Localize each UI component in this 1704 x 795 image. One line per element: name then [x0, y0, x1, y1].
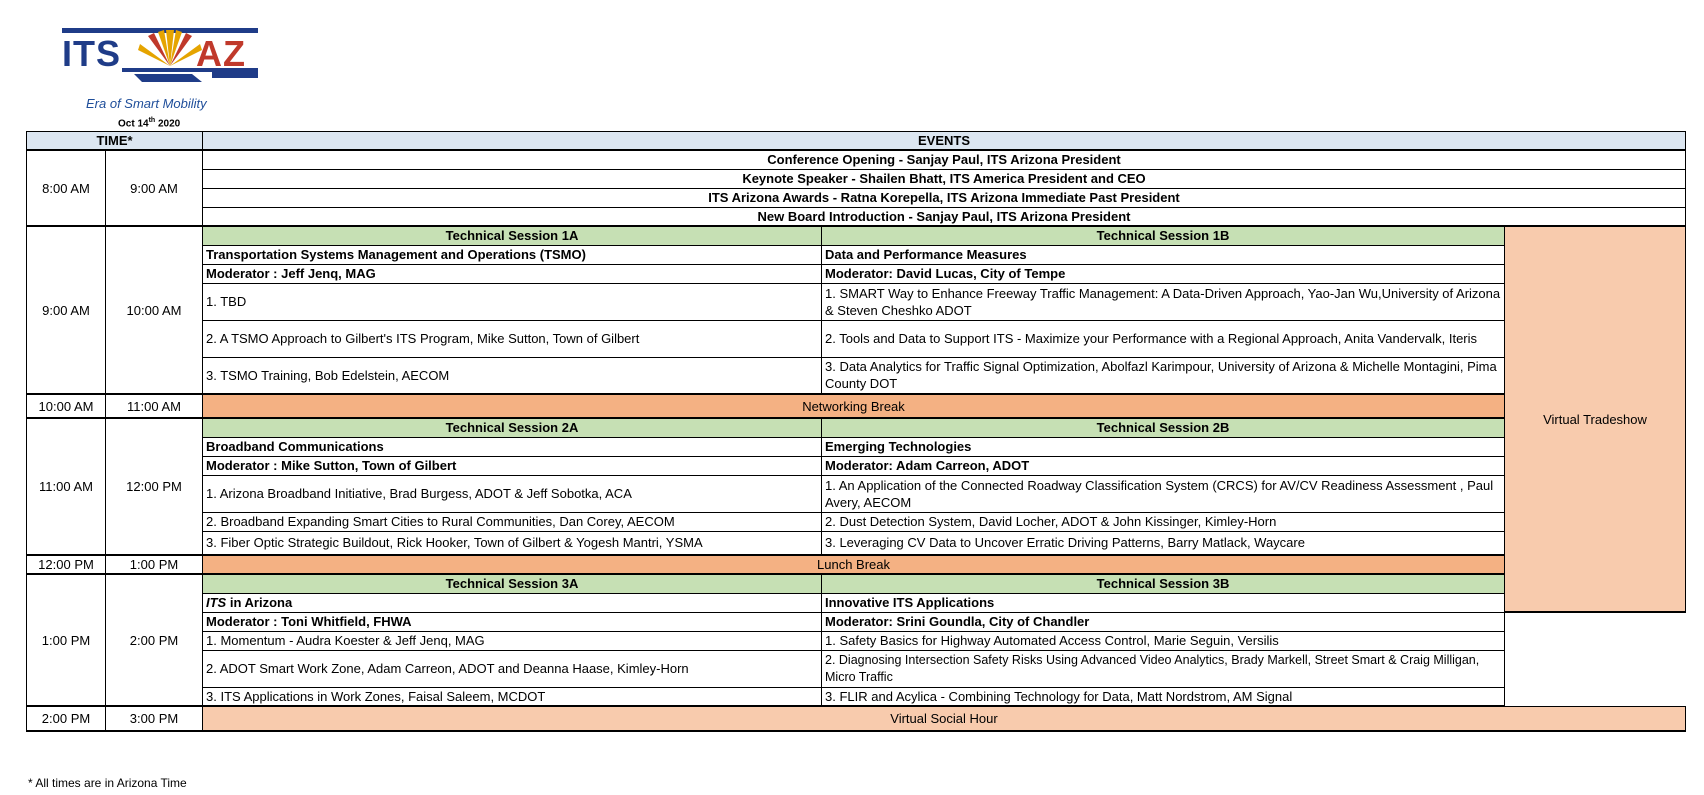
opening-end-time: 9:00 AM — [106, 150, 203, 226]
session2b-moderator: Moderator: Adam Carreon, ADOT — [822, 456, 1505, 475]
break2-end-time: 1:00 PM — [106, 555, 203, 574]
session1-end-time: 10:00 AM — [106, 226, 203, 394]
social-end-time: 3:00 PM — [106, 706, 203, 731]
session3b-title: Technical Session 3B — [822, 574, 1505, 593]
session2-end-time: 12:00 PM — [106, 418, 203, 555]
header-row — [27, 132, 1686, 151]
session3a-talk: 3. ITS Applications in Work Zones, Faisal Saleem, MCDOT — [203, 687, 822, 706]
session3a-topic-italic: ITS — [206, 595, 227, 610]
session1b-talk: 2. Tools and Data to Support ITS - Maximize your Performance with a Regional Approach, Anita Vandervalk, Iteris — [822, 320, 1505, 357]
session1b-moderator: Moderator: David Lucas, City of Tempe — [822, 264, 1505, 283]
break1-start-time: 10:00 AM — [27, 394, 106, 418]
session3a-talk: 1. Momentum - Audra Koester & Jeff Jenq, MAG — [203, 631, 822, 650]
virtual-tradeshow: Virtual Tradeshow — [1505, 226, 1686, 612]
session1-title-row — [27, 226, 1686, 245]
session2b-talk: 3. Leveraging CV Data to Uncover Erratic Driving Patterns, Barry Matlack, Waycare — [822, 531, 1505, 555]
session2b-talk: 2. Dust Detection System, David Locher, ADOT & John Kissinger, Kimley-Horn — [822, 512, 1505, 531]
schedule-table — [26, 131, 1686, 732]
session1b-topic: Data and Performance Measures — [822, 245, 1505, 264]
session3a-topic — [203, 593, 822, 612]
opening-item: Conference Opening - Sanjay Paul, ITS Arizona President — [203, 150, 1686, 169]
social-hour-row — [27, 706, 1686, 731]
session2a-talk: 3. Fiber Optic Strategic Buildout, Rick Hooker, Town of Gilbert & Yogesh Mantri, YSMA — [203, 531, 822, 555]
session1b-talk: 3. Data Analytics for Traffic Signal Optimization, Abolfazl Karimpour, University of Arizona & Michelle Montagini, Pima County DOT — [822, 357, 1505, 394]
session3b-talk: 3. FLIR and Acylica - Combining Technology for Data, Matt Nordstrom, AM Signal — [822, 687, 1505, 706]
session3a-talk: 2. ADOT Smart Work Zone, Adam Carreon, ADOT and Deanna Haase, Kimley-Horn — [203, 650, 822, 687]
session2a-title: Technical Session 2A — [203, 418, 822, 437]
networking-break-row — [27, 394, 1686, 418]
logo-az-text: AZ — [196, 33, 246, 74]
session2b-topic: Emerging Technologies — [822, 437, 1505, 456]
session2a-topic: Broadband Communications — [203, 437, 822, 456]
session3b-moderator: Moderator: Srini Goundla, City of Chandler — [822, 612, 1505, 631]
time-header: TIME* — [27, 132, 203, 151]
session1b-title: Technical Session 1B — [822, 226, 1505, 245]
session3b-topic: Innovative ITS Applications — [822, 593, 1505, 612]
session3-start-time: 1:00 PM — [27, 574, 106, 706]
events-header: EVENTS — [203, 132, 1686, 151]
session2a-talk: 1. Arizona Broadband Initiative, Brad Burgess, ADOT & Jeff Sobotka, ACA — [203, 475, 822, 512]
break2-start-time: 12:00 PM — [27, 555, 106, 574]
session3b-talk: 2. Diagnosing Intersection Safety Risks Using Advanced Video Analytics, Brady Markell, Street Smart & Craig Milligan, Micro Traffic — [822, 650, 1505, 687]
session3-title-row — [27, 574, 1686, 593]
session1a-title: Technical Session 1A — [203, 226, 822, 245]
date-day: Oct 14 — [118, 118, 149, 130]
session2a-moderator: Moderator : Mike Sutton, Town of Gilbert — [203, 456, 822, 475]
session2a-talk: 2. Broadband Expanding Smart Cities to Rural Communities, Dan Corey, AECOM — [203, 512, 822, 531]
break1-end-time: 11:00 AM — [106, 394, 203, 418]
event-date — [118, 117, 180, 129]
date-suffix: th — [148, 117, 156, 124]
lunch-break-row — [27, 555, 1686, 574]
opening-row — [27, 150, 1686, 169]
session1a-talk: 2. A TSMO Approach to Gilbert's ITS Program, Mike Sutton, Town of Gilbert — [203, 320, 822, 357]
its-az-logo — [62, 26, 262, 82]
session2b-title: Technical Session 2B — [822, 418, 1505, 437]
virtual-social-hour: Virtual Social Hour — [203, 706, 1686, 731]
tagline: Era of Smart Mobility — [86, 96, 207, 111]
session3a-topic-rest: in Arizona — [226, 595, 293, 610]
session2-start-time: 11:00 AM — [27, 418, 106, 555]
session1a-talk: 1. TBD — [203, 283, 822, 320]
networking-break: Networking Break — [203, 394, 1505, 418]
session2-title-row — [27, 418, 1686, 437]
session1a-moderator: Moderator : Jeff Jenq, MAG — [203, 264, 822, 283]
opening-item: ITS Arizona Awards - Ratna Korepella, ITS Arizona Immediate Past President — [203, 188, 1686, 207]
social-start-time: 2:00 PM — [27, 706, 106, 731]
session2b-talk: 1. An Application of the Connected Roadway Classification System (CRCS) for AV/CV Readiness Assessment , Paul Avery, AECOM — [822, 475, 1505, 512]
opening-item: New Board Introduction - Sanjay Paul, ITS Arizona President — [203, 207, 1686, 226]
session3a-moderator: Moderator : Toni Whitfield, FHWA — [203, 612, 822, 631]
lunch-break: Lunch Break — [203, 555, 1505, 574]
session1-start-time: 9:00 AM — [27, 226, 106, 394]
session1a-topic: Transportation Systems Management and Operations (TSMO) — [203, 245, 822, 264]
session1b-talk: 1. SMART Way to Enhance Freeway Traffic Management: A Data-Driven Approach, Yao-Jan Wu,University of Arizona & Steven Cheshko ADOT — [822, 283, 1505, 320]
session1a-talk: 3. TSMO Training, Bob Edelstein, AECOM — [203, 357, 822, 394]
logo-its-text: ITS — [62, 33, 122, 74]
session3-end-time: 2:00 PM — [106, 574, 203, 706]
session3a-title: Technical Session 3A — [203, 574, 822, 593]
opening-item: Keynote Speaker - Shailen Bhatt, ITS America President and CEO — [203, 169, 1686, 188]
opening-start-time: 8:00 AM — [27, 150, 106, 226]
session3b-talk: 1. Safety Basics for Highway Automated Access Control, Marie Seguin, Versilis — [822, 631, 1505, 650]
date-year: 2020 — [157, 118, 181, 130]
footnote: * All times are in Arizona Time — [28, 776, 187, 790]
